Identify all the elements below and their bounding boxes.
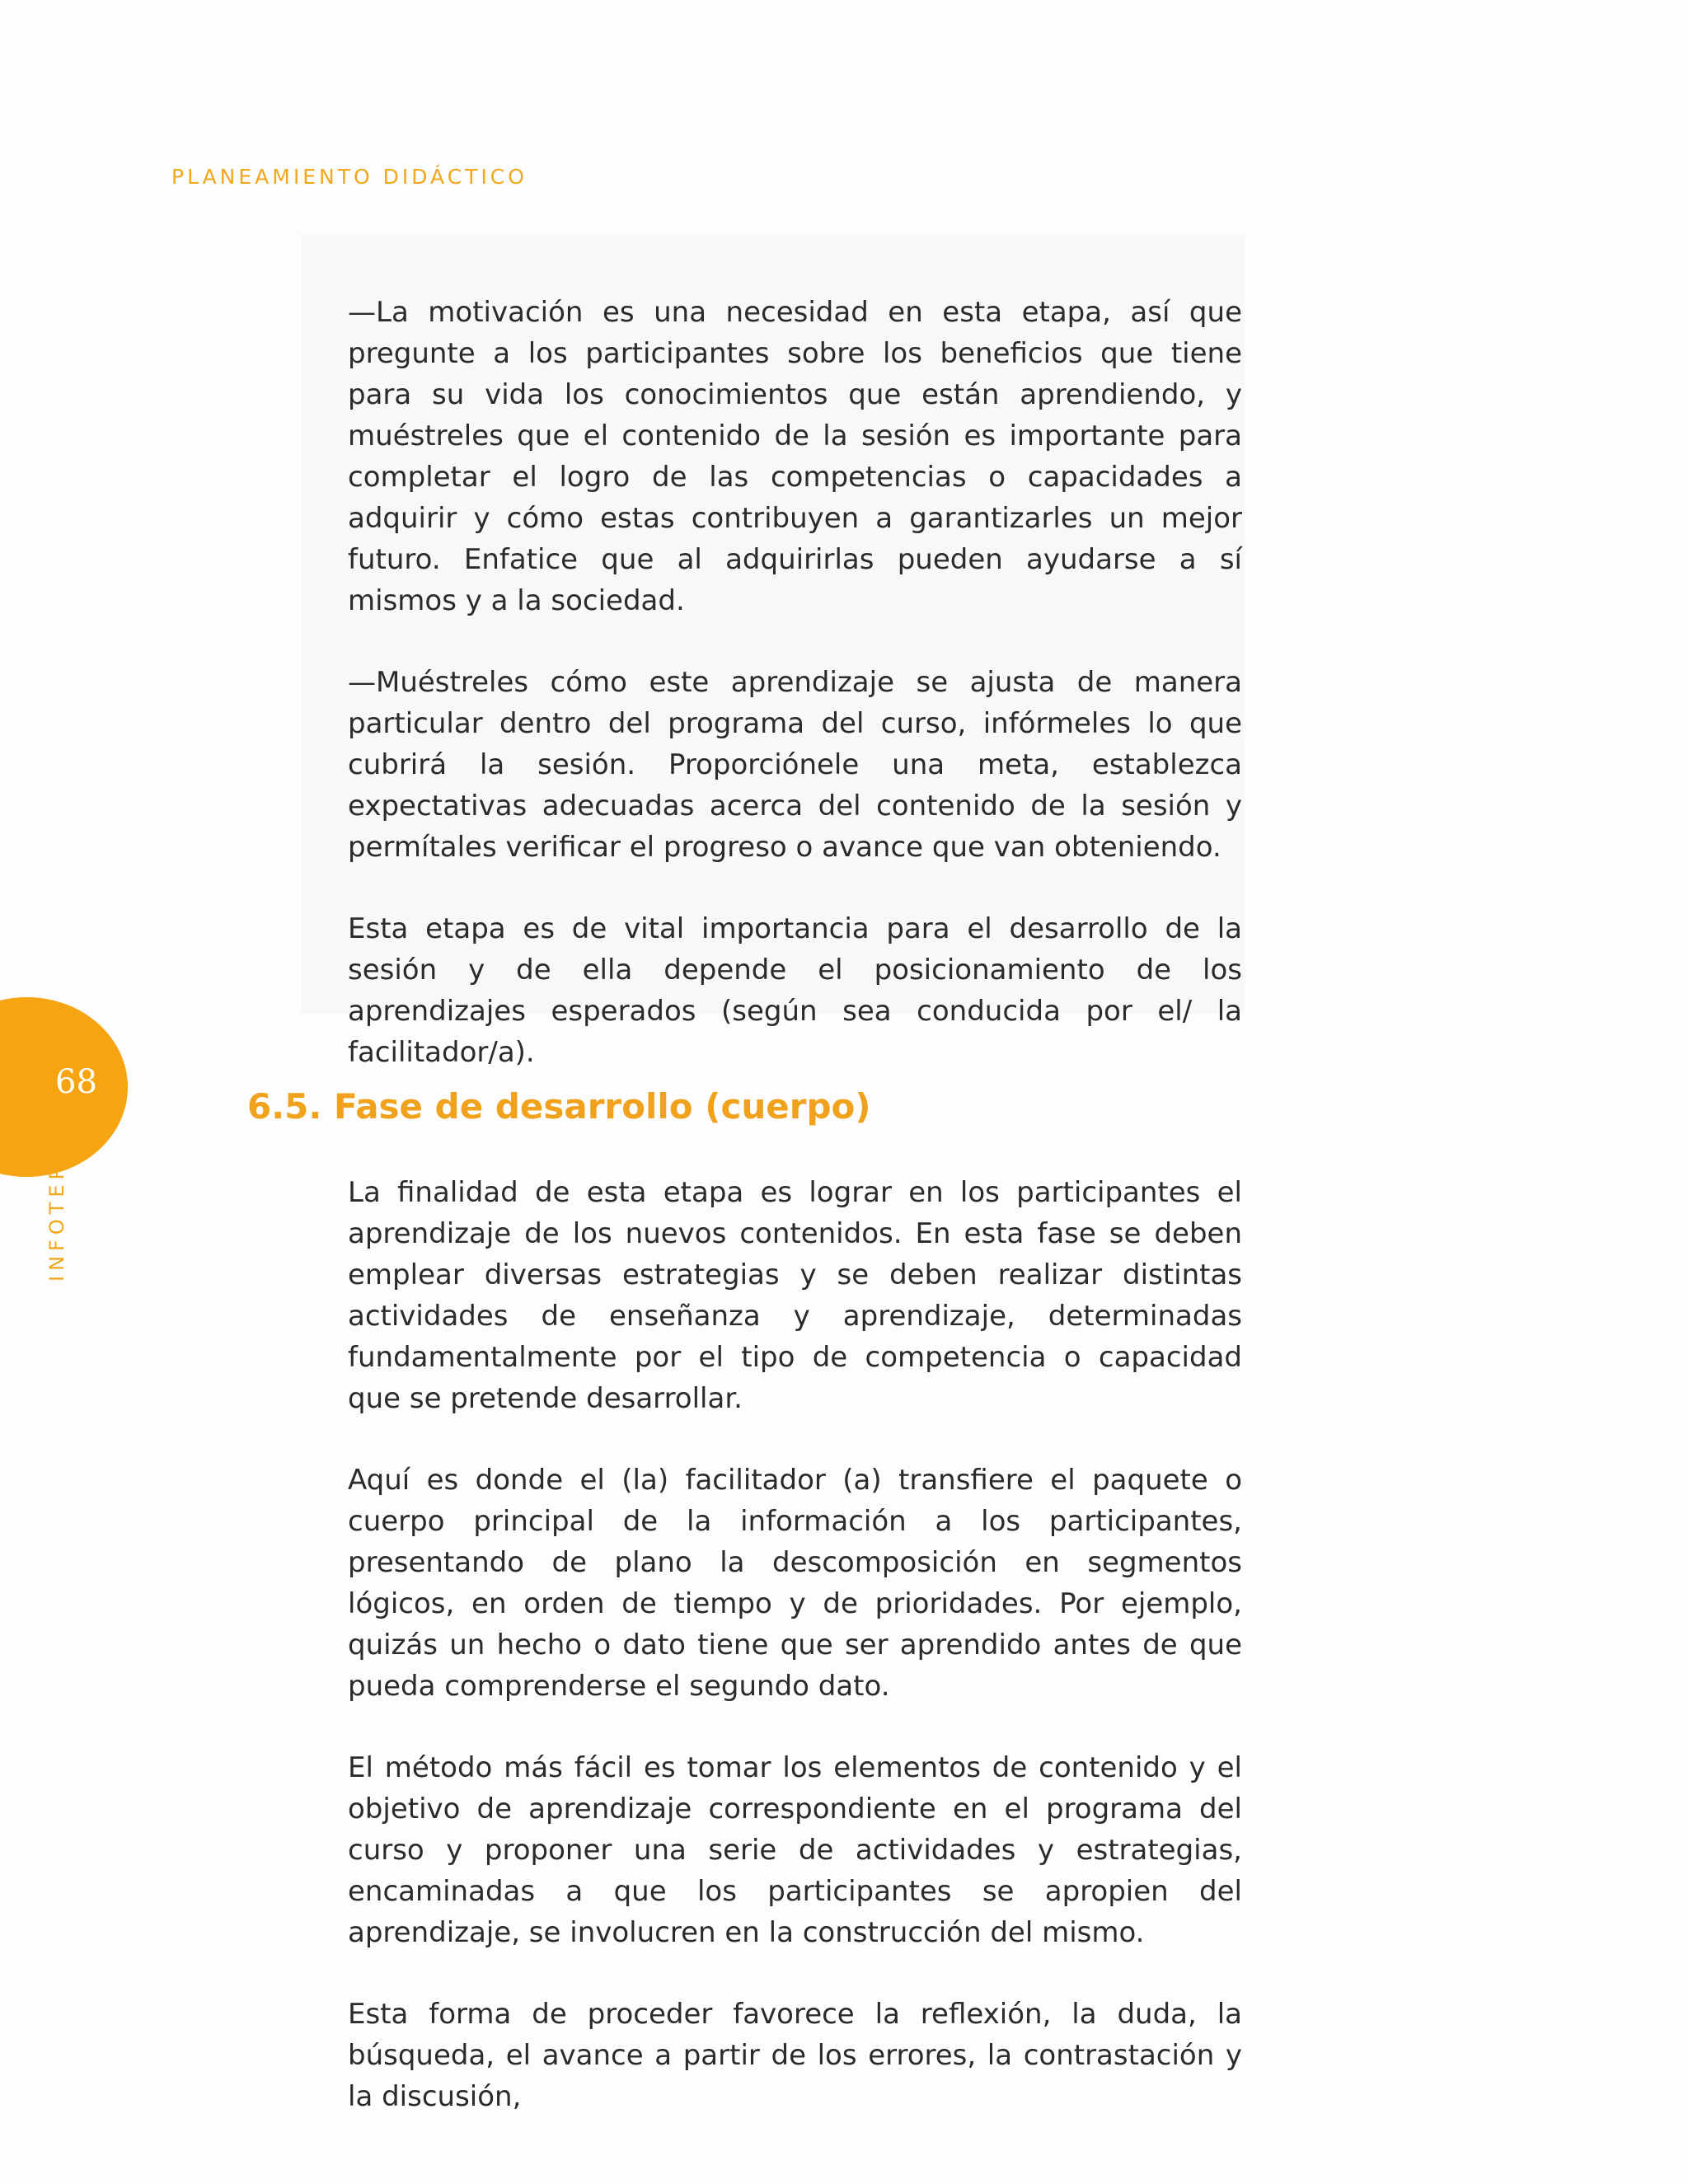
- running-header: PLANEAMIENTO DIDÁCTICO: [171, 165, 528, 189]
- side-label: INFOTEP: [45, 1162, 68, 1282]
- paragraph: Esta etapa es de vital importancia para el desarrollo de la sesión y de ella depende el posicionamiento de los aprendizajes esperados (según sea conducida por el/ la facilitador/a).: [348, 912, 1242, 1069]
- page-number: 68: [55, 1063, 97, 1101]
- top-text-block: [348, 292, 1242, 1073]
- section-heading: 6.5. Fase de desarrollo (cuerpo): [247, 1086, 871, 1127]
- section-text-block: [348, 1172, 1242, 2117]
- paragraph: Aquí es donde el (la) facilitador (a) transfiere el paquete o cuerpo principal de la información a los participantes, presentando de plano la descomposición en segmentos lógicos, en orden de tiempo y de prioridades. Por ejemplo, quizás un hecho o dato tiene que ser aprendido antes de que pueda comprenderse el segundo dato.: [348, 1464, 1242, 1703]
- paragraph: —Muéstreles cómo este aprendizaje se ajusta de manera particular dentro del programa del curso, infórmeles lo que cubrirá la sesión. Proporciónele una meta, establezca expectativas adecuadas acerca del contenido de la sesión y permítales verificar el progreso o avance que van obteniendo.: [348, 666, 1242, 864]
- paragraph: —La motivación es una necesidad en esta etapa, así que pregunte a los participantes sobre los beneficios que tiene para su vida los conocimientos que están aprendiendo, y muéstreles que el contenido de la sesión es importante para completar el logro de las competencias o capacidades a adquirir y cómo estas contribuyen a garantizarles un mejor futuro. Enfatice que al adquirirlas pueden ayudarse a sí mismos y a la sociedad.: [348, 296, 1242, 617]
- paragraph: El método más fácil es tomar los elementos de contenido y el objetivo de aprendizaje correspondiente en el programa del curso y proponer una serie de actividades y estrategias, encaminadas a que los participantes se apropien del aprendizaje, se involucren en la construcción del mismo.: [348, 1751, 1242, 1949]
- paragraph: Esta forma de proceder favorece la reflexión, la duda, la búsqueda, el avance a partir de los errores, la contrastación y la discusión,: [348, 1998, 1242, 2113]
- paragraph: La finalidad de esta etapa es lograr en los participantes el aprendizaje de los nuevos contenidos. En esta fase se deben emplear diversas estrategias y se deben realizar distintas actividades de enseñanza y aprendizaje, determinadas fundamentalmente por el tipo de competencia o capacidad que se pretende desarrollar.: [348, 1176, 1242, 1415]
